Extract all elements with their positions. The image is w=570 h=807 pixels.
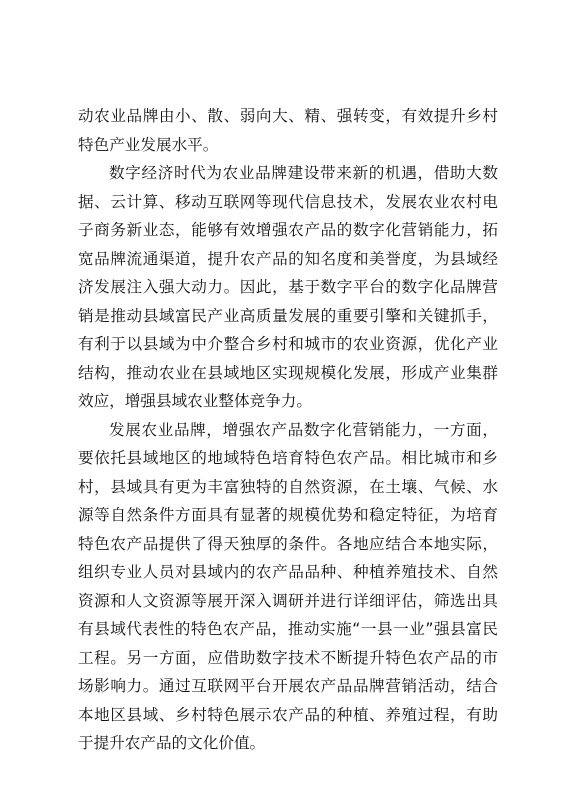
paragraph-brand-development: 发展农业品牌，增强农产品数字化营销能力，一方面，要依托县域地区的地域特色培育特色农产品。相比城市和乡村，县域具有更为丰富独特的自然资源，在土壤、气候、水源等自然条件方面具有显著的规模优势和稳定特征，为培育特色农产品提供了得天独厚的条件。各地应结合本地实际，组织专业人员对县域内的农产品品种、种植养殖技术、自然资源和人文资源等展开深入调研并进行详细评估，筛选出具有县域代表性的特色农产品，推动实施“一县一业”强县富民工程。另一方面，应借助数字技术不断提升特色农产品的市场影响力。通过互联网平台开展农产品品牌营销活动，结合本地区县域、乡村特色展示农产品的种植、养殖过程，有助于提升农产品的文化价值。 <box>78 420 498 752</box>
paragraph-digital-economy: 数字经济时代为农业品牌建设带来新的机遇，借助大数据、云计算、移动互联网等现代信息技术，发展农业农村电子商务新业态，能够有效增强农产品的数字化营销能力，拓宽品牌流通渠道，提升农产品的知名度和美誉度，为县域经济发展注入强大动力。因此，基于数字平台的数字化品牌营销是推动县域富民产业高质量发展的重要引擎和关键抓手，有利于以县域为中介整合乡村和城市的农业资源，优化产业结构，推动农业在县域地区实现规模化发展，形成产业集群效应，增强县域农业整体竞争力。 <box>78 164 498 410</box>
article-body <box>78 102 498 758</box>
paragraph-continuation: 动农业品牌由小、散、弱向大、精、强转变，有效提升乡村特色产业发展水平。 <box>78 107 498 154</box>
